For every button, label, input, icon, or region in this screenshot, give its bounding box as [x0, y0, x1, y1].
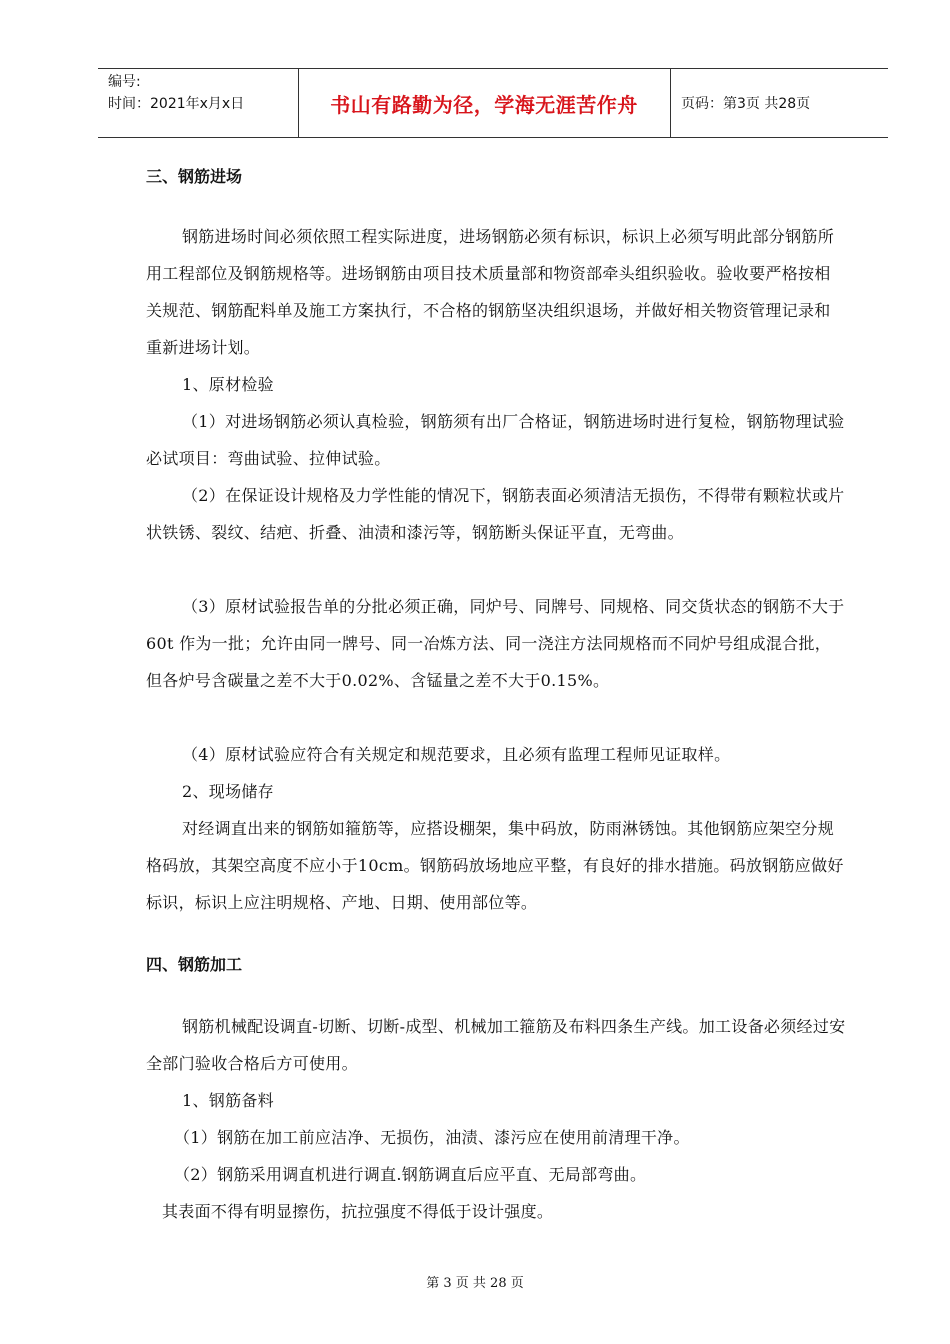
subheading-s4-1: 1、钢筋备料 — [182, 1091, 274, 1110]
header-motto: 书山有路勤为径，学海无涯苦作舟 — [330, 92, 638, 117]
page-header — [98, 68, 888, 138]
paragraph-s4-tail: 其表面不得有明显擦伤，抗拉强度不得低于设计强度。 — [162, 1202, 554, 1221]
paragraph-s3-item4: （4）原材试验应符合有关规定和规范要求，且必须有监理工程师见证取样。 — [182, 745, 731, 764]
doc-number-label: 编号: — [108, 74, 141, 90]
header-motto-cell — [298, 69, 671, 137]
doc-time-label: 时间：2021年x月x日 — [108, 96, 245, 112]
paragraph-s3-item2: （2）在保证设计规格及力学性能的情况下，钢筋表面必须清洁无损伤，不得带有颗粒状或片状铁锈、裂纹、结疤、折叠、油渍和漆污等，钢筋断头保证平直，无弯曲。 — [146, 486, 845, 542]
header-page-info: 页码：第3页 共28页 — [681, 96, 811, 112]
header-page-cell — [671, 69, 888, 137]
subheading-s3-2: 2、现场储存 — [182, 782, 274, 801]
paragraph-s4-intro: 钢筋机械配设调直-切断、切断-成型、机械加工箍筋及布料四条生产线。加工设备必须经过安全部门验收合格后方可使用。 — [146, 1017, 846, 1073]
section-title-3: 三、钢筋进场 — [146, 167, 243, 186]
subheading-s3-1: 1、原材检验 — [182, 375, 274, 394]
header-meta — [98, 69, 299, 137]
section-title-4: 四、钢筋加工 — [146, 955, 243, 974]
paragraph-s3-store: 对经调直出来的钢筋如箍筋等，应搭设棚架，集中码放，防雨淋锈蚀。其他钢筋应架空分规格码放，其架空高度不应小于10cm。钢筋码放场地应平整，有良好的排水措施。码放钢筋应做好标识，标识上应注明规格、产地、日期、使用部位等。 — [146, 819, 844, 912]
page-footer: 第 3 页 共 28 页 — [426, 1276, 524, 1291]
paragraph-s3-intro: 钢筋进场时间必须依照工程实际进度，进场钢筋必须有标识，标识上必须写明此部分钢筋所用工程部位及钢筋规格等。进场钢筋由项目技术质量部和物资部牵头组织验收。验收要严格按相关规范、钢筋配料单及施工方案执行，不合格的钢筋坚决组织退场，并做好相关物资管理记录和重新进场计划。 — [146, 227, 835, 357]
paragraph-s4-item1: （1）钢筋在加工前应洁净、无损伤，油渍、漆污应在使用前清理干净。 — [174, 1128, 690, 1147]
paragraph-s3-item1: （1）对进场钢筋必须认真检验，钢筋须有出厂合格证，钢筋进场时进行复检，钢筋物理试验必试项目：弯曲试验、拉伸试验。 — [146, 412, 845, 468]
paragraph-s3-item3: （3）原材试验报告单的分批必须正确，同炉号、同牌号、同规格、同交货状态的钢筋不大于60t 作为一批；允许由同一牌号、同一冶炼方法、同一浇注方法同规格而不同炉号组成混合批，但各炉号含碳量之差不大于0.02%、含锰量之差不大于0.15%。 — [146, 597, 845, 690]
paragraph-s4-item2: （2）钢筋采用调直机进行调直.钢筋调直后应平直、无局部弯曲。 — [174, 1165, 647, 1184]
